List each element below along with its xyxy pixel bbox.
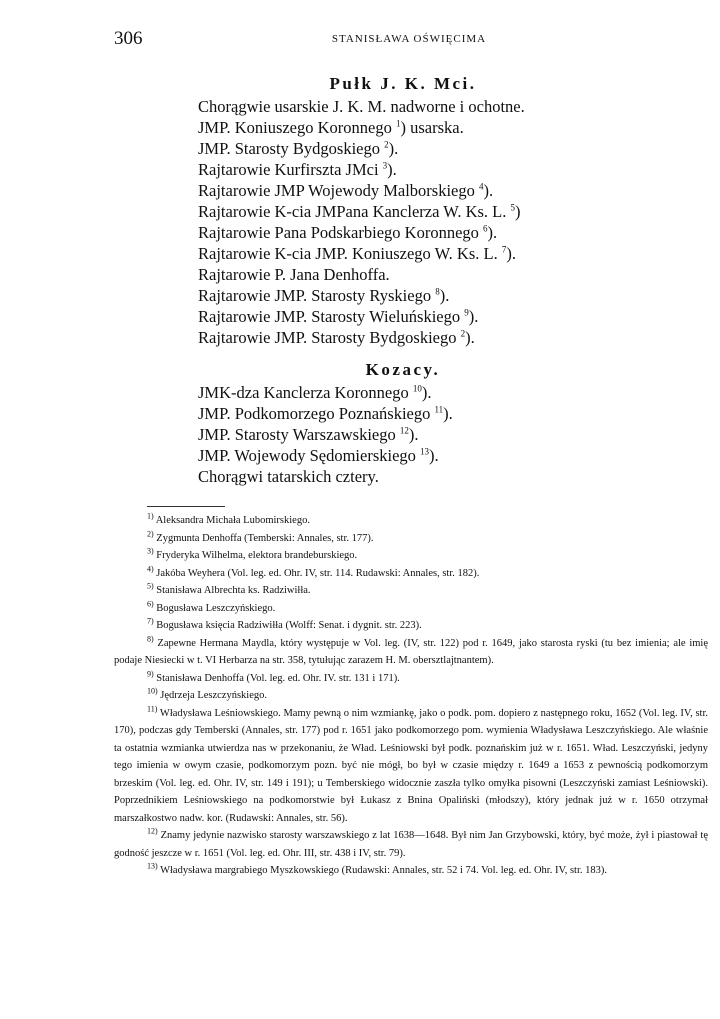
entry-text: Rajtarowie Kurfirszta JMci — [198, 160, 379, 179]
footnote-mark-paren: ) — [151, 616, 154, 626]
list-item — [198, 382, 608, 403]
entry-tail: ) usarska. — [400, 118, 464, 137]
footnote-mark-paren: ) — [155, 686, 158, 696]
footnote-mark-paren: ) — [151, 581, 154, 591]
section-gap — [198, 348, 608, 358]
entry-text: JMK-dza Kanclerza Koronnego — [198, 383, 409, 402]
footnote-text: Władysława margrabiego Myszkowskiego (Rudawski: Annales, str. 52 i 74. Vol. leg. ed. Ohr. IV, str. 183). — [157, 865, 607, 876]
page-number: 306 — [114, 28, 143, 49]
footnote-text: Znamy jedynie nazwisko starosty warszawskiego z lat 1638—1648. Był nim Jan Grzybowski, który, być może, żył i piastował tę godność jeszcze w r. 1651 (Vol. leg. ed. Ohr. III, str. 438 i IV, str. 79). — [114, 830, 708, 859]
entry-tail: ). — [421, 383, 432, 402]
list-item — [198, 327, 608, 348]
footnote — [114, 705, 708, 828]
entry-text: Rajtarowie JMP. Starosty Wieluńskiego — [198, 307, 461, 326]
footnote-text: Stanisława Albrechta ks. Radziwiłła. — [153, 585, 311, 596]
footnote-mark: 11 — [147, 704, 155, 713]
footnote-text: Bogusława księcia Radziwiłła (Wolff: Senat. i dygnit. str. 223). — [153, 620, 422, 631]
footnote-mark-paren: ) — [155, 826, 158, 836]
list-item — [198, 138, 608, 159]
entries-kozacy — [198, 382, 608, 487]
footnote-text: Zygmunta Denhoffa (Temberski: Annales, str. 177). — [153, 532, 374, 544]
footnote-mark-paren: ) — [151, 634, 154, 643]
footnote — [114, 547, 708, 565]
entry-text: Rajtarowie K-cia JMPana Kanclerza W. Ks. L. — [198, 202, 507, 221]
footnote-text: Jakóba Weyhera (Vol. leg. ed. Ohr. IV, str. 114. Rudawski: Annales, str. 182). — [153, 567, 480, 579]
section-title-kozacy: Kozacy. — [365, 360, 441, 379]
footnote-reference[interactable]: 5 — [510, 202, 515, 213]
footnote-text: Jędrzeja Leszczyńskiego. — [157, 690, 267, 701]
footnote-mark: 3 — [147, 546, 151, 556]
list-item — [198, 264, 608, 285]
footnote-mark: 2 — [147, 529, 151, 538]
footnote-mark: 12 — [147, 826, 155, 836]
footnote — [114, 862, 708, 880]
footnote-mark-paren: ) — [154, 704, 158, 713]
footnote — [114, 565, 708, 583]
footnote-reference[interactable]: 11 — [434, 404, 444, 415]
entry-text: JMP. Starosty Warszawskiego — [198, 425, 396, 444]
footnote-text: Zapewne Hermana Maydla, który występuje w Vol. leg. (IV, str. 122) pod r. 1649, jako starosta ryski (tu bez imienia; ale imię podaje Niesiecki w t. VI Herbarza na str. 358, tytułując zarazem H. M. obersztlajtnantem). — [114, 637, 708, 666]
entry-text: JMP. Koniuszego Koronnego — [198, 118, 392, 137]
list-item — [198, 159, 608, 180]
entry-tail: ). — [408, 425, 419, 444]
footnote-text: Władysława Leśniowskiego. Mamy pewną o nim wzmiankę, jako o podk. pom. dopiero z następnego roku, 1652 (Vol. leg. IV, str. 170), podczas gdy Temberski (Annales, str. 177) pod r. 1651 jako podkomorzego pom. wymienia Władysława Leszczyńskiego. Ale właśnie ta ostatnia wzmianka utwierdza nas w przekonaniu, że Wład. Leśniowski był podk. poznańskim już w r. 1651. Wład. Leszczyński, jedyny tego imienia w owym czasie, podkomorzym pozn. być nie mógł, bo był w czasie między r. 1649 a 1653 z pewnością podkomorzym brzeskim (Vol. leg. ed. Ohr. IV, str. 149 i 191); u Temberskiego widocznie zaszła tylko omyłka pisowni (Leszczyński zamiast Leśniowski). Poprzednikiem Leśniowskiego na podkomorstwie był Łukasz z Bnina Opaliński (młodszy), który jednak już w r. 1650 otrzymał marszałkostwo nadw. kor. (Rudawski: Annales, str. 56). — [114, 707, 708, 824]
footnote-mark: 10 — [147, 686, 155, 696]
footnote-reference[interactable]: 12 — [399, 425, 409, 436]
footnote — [114, 617, 708, 635]
main-text — [198, 72, 608, 487]
entry-text: Rajtarowie K-cia JMP. Koniuszego W. Ks. L. — [198, 244, 498, 263]
page-header — [114, 28, 704, 52]
entry-text: Rajtarowie JMP Wojewody Malborskiego — [198, 181, 475, 200]
footnote — [114, 827, 708, 862]
section-title-pulk: Pułk J. K. Mci. — [329, 74, 477, 93]
list-item — [198, 403, 608, 424]
entry-text: Rajtarowie JMP. Starosty Ryskiego — [198, 286, 432, 305]
footnote-mark: 4 — [147, 564, 151, 573]
footnote-mark-paren: ) — [151, 529, 154, 538]
footnote — [114, 582, 708, 600]
entry-text: Chorągwi tatarskich cztery. — [198, 467, 379, 486]
footnote-reference[interactable]: 2 — [460, 328, 466, 339]
entry-text: Rajtarowie JMP. Starosty Bydgoskiego — [198, 328, 457, 347]
footnote-mark: 6 — [147, 599, 151, 608]
list-item — [198, 222, 608, 243]
list-item — [198, 285, 608, 306]
footnote-mark: 5 — [147, 581, 151, 591]
entry-text: JMP. Wojewody Sędomierskiego — [198, 446, 416, 465]
entry-tail: ). — [387, 160, 397, 179]
entry-tail: ). — [429, 446, 439, 465]
footnote-mark-paren: ) — [151, 599, 154, 608]
entry-text: Rajtarowie P. Jana Denhoffa. — [198, 265, 390, 284]
list-item — [198, 424, 608, 445]
list-item — [198, 306, 608, 327]
entry-tail: ). — [483, 181, 494, 200]
footnote-reference[interactable]: 10 — [412, 383, 422, 394]
footnote-text: Bogusława Leszczyńskiego. — [153, 602, 276, 614]
list-item — [198, 243, 608, 264]
footnote — [114, 530, 708, 548]
footnote — [114, 670, 708, 688]
entry-tail: ) — [515, 202, 521, 221]
footnote-mark-paren: ) — [151, 511, 154, 521]
footnote-mark: 13 — [147, 861, 155, 871]
entry-text: Chorągwie usarskie J. K. M. nadworne i ochotne. — [198, 97, 525, 116]
footnote-mark: 7 — [147, 616, 151, 626]
list-item — [198, 180, 608, 201]
footnote-mark-paren: ) — [155, 861, 158, 871]
footnote-mark-paren: ) — [151, 669, 154, 678]
footnotes — [114, 512, 708, 880]
footnote-mark-paren: ) — [151, 546, 154, 556]
list-item — [198, 117, 608, 138]
footnote-text: Fryderyka Wilhelma, elektora brandeburskiego. — [153, 550, 358, 561]
entry-text: Rajtarowie Pana Podskarbiego Koronnego — [198, 223, 479, 242]
footnote — [114, 600, 708, 618]
footnote-mark: 1 — [147, 511, 151, 521]
footnote-reference[interactable]: 7 — [501, 244, 507, 255]
footnote-mark-paren: ) — [151, 564, 154, 573]
entry-tail: ). — [487, 223, 498, 242]
footnote-reference[interactable]: 8 — [435, 286, 440, 297]
footnote-text: Aleksandra Michała Lubomirskiego. — [153, 515, 310, 526]
entries-pulk — [198, 96, 608, 348]
footnote-rule — [147, 506, 225, 507]
entry-text: JMP. Starosty Bydgoskiego — [198, 139, 380, 158]
entry-tail: ). — [468, 307, 479, 326]
footnote — [114, 687, 708, 705]
entry-tail: ). — [439, 286, 450, 305]
list-item — [198, 96, 608, 117]
footnote-reference[interactable]: 6 — [483, 223, 488, 234]
footnote-mark: 9 — [147, 669, 151, 678]
running-head: STANISŁAWA OŚWIĘCIMA — [331, 33, 487, 45]
entry-tail: ). — [443, 404, 453, 423]
entry-tail: ). — [388, 139, 399, 158]
footnote-reference[interactable]: 9 — [464, 307, 469, 318]
footnote — [114, 512, 708, 530]
footnote-reference[interactable]: 13 — [420, 446, 430, 457]
footnote-mark: 8 — [147, 634, 151, 643]
entry-tail: ). — [465, 328, 475, 347]
footnote — [114, 635, 708, 670]
footnote-text: Stanisława Denhoffa (Vol. leg. ed. Ohr. IV. str. 131 i 171). — [153, 672, 400, 684]
list-item — [198, 466, 608, 487]
footnote-reference[interactable]: 1 — [396, 118, 401, 129]
list-item — [198, 445, 608, 466]
footnote-reference[interactable]: 3 — [382, 160, 388, 171]
footnote-reference[interactable]: 4 — [478, 181, 484, 192]
entry-text: JMP. Podkomorzego Poznańskiego — [198, 404, 431, 423]
footnote-reference[interactable]: 2 — [384, 139, 389, 150]
list-item — [198, 201, 608, 222]
entry-tail: ). — [506, 244, 516, 263]
